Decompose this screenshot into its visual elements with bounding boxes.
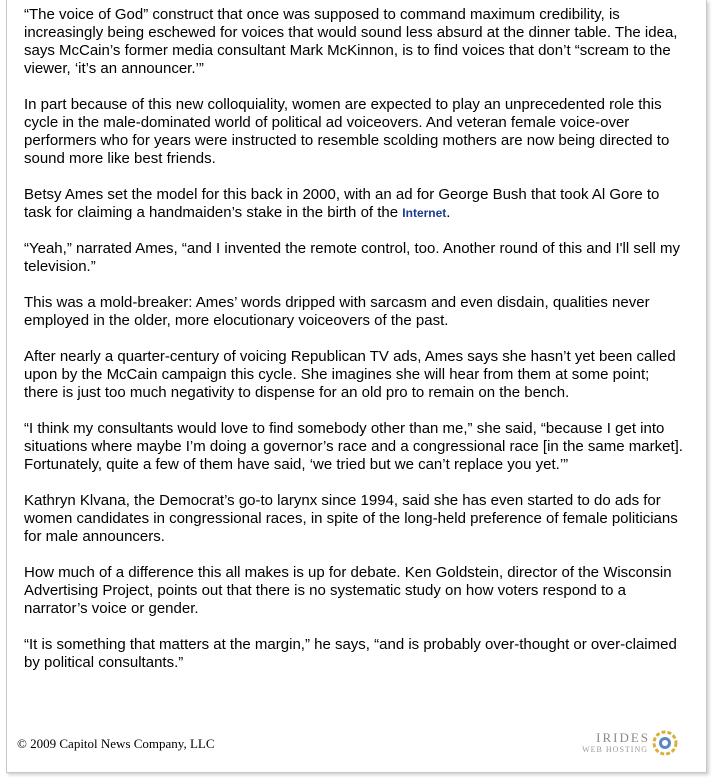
paragraph-5: This was a mold-breaker: Ames’ words dripped with sarcasm and even disdain, qualities never employed in the older, more elocutionary voiceovers of the past. xyxy=(24,294,650,329)
paragraph-10: “It is something that matters at the margin,” he says, “and is probably over-thought or over-claimed by political consultants.” xyxy=(24,636,677,671)
paragraph-2: In part because of this new colloquiality, women are expected to play an unprecedented role this cycle in the male-dominated world of political ad voiceovers. And veteran female voice-over performers who for years were instructed to resemble scolding mothers are now being directed to sound more like best friends. xyxy=(24,96,670,167)
paragraph-4: “Yeah,” narrated Ames, “and I invented the remote control, too. Another round of this and I'll sell my television.” xyxy=(24,240,681,275)
paragraph-7: “I think my consultants would love to find somebody other than me,” she said, “because I get into situations where maybe I’m doing a governor’s race and a congressional race [in the same market]. Fortunately, quite a few of them have said, ‘we tried but we can’t replace you yet.’” xyxy=(24,420,683,473)
article-body xyxy=(24,6,684,690)
paragraph-3-text: Betsy Ames set the model for this back in 2000, with an ad for George Bush that took Al Gore to task for claiming a handmaiden’s stake in the birth of the xyxy=(24,186,660,221)
paragraph-6: After nearly a quarter-century of voicing Republican TV ads, Ames says she hasn’t yet been called upon by the McCain campaign this cycle. She imagines she will hear from them at some point; there is just too much negativity to dispense for an old pro to remain on the bench. xyxy=(24,348,676,401)
paragraph-1: “The voice of God” construct that once was supposed to command maximum credibility, is increasingly being eschewed for voices that would sound less absurd at the dinner table. The idea, says McCain’s former media consultant Mark McKinnon, is to find voices that don’t “scream to the viewer, ‘it’s an announcer.’” xyxy=(24,6,678,77)
paragraph-3 xyxy=(24,186,684,222)
article-frame xyxy=(6,0,707,773)
logo-subtitle: WEB HOSTING xyxy=(582,745,648,754)
logo-name: IRIDES xyxy=(596,730,650,745)
irides-logo-icon xyxy=(652,730,678,756)
irides-logo[interactable] xyxy=(572,730,682,758)
page-footer xyxy=(17,730,682,758)
paragraph-3-end: . xyxy=(446,204,451,221)
copyright-notice: © 2009 Capitol News Company, LLC xyxy=(17,736,215,751)
paragraph-9: How much of a difference this all makes is up for debate. Ken Goldstein, director of the Wisconsin Advertising Project, points out that there is no systematic study on how voters respond to a narrator’s voice or gender. xyxy=(24,564,672,617)
paragraph-8: Kathryn Klvana, the Democrat’s go-to larynx since 1994, said she has even started to do ads for women candidates in congressional races, in spite of the long-held preference of female politicians for male announcers. xyxy=(24,492,678,545)
internet-link[interactable]: Internet xyxy=(402,206,447,220)
